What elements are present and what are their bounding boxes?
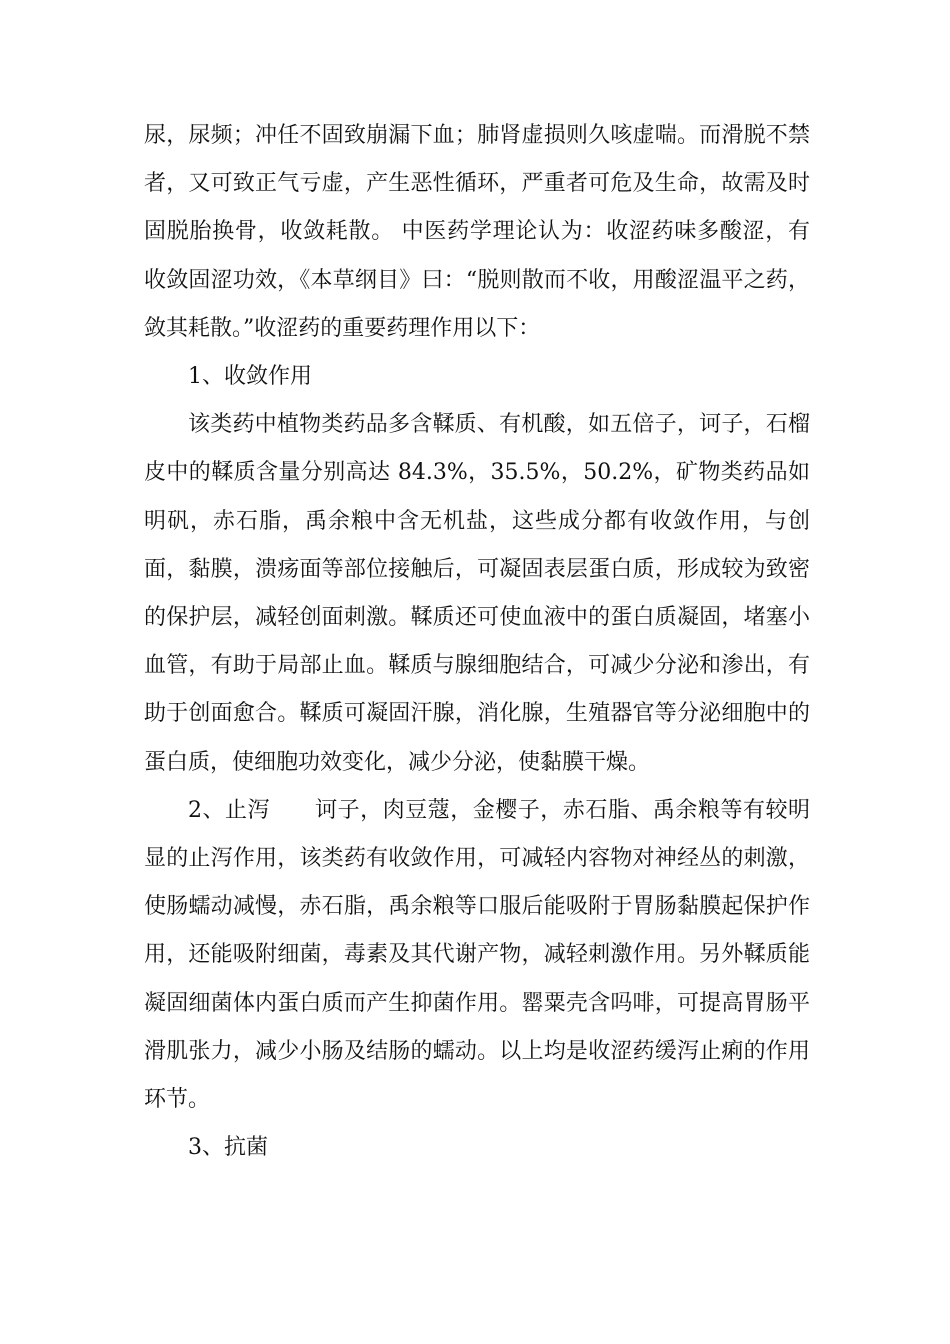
paragraph-antidiarrheal: 2、止泻 诃子，肉豆蔻，金樱子，赤石脂、禹余粮等有较明显的止泻作用，该类药有收敛作用，可减轻内容物对神经丛的刺激，使肠蠕动减慢，赤石脂，禹余粮等口服后能吸附于胃肠黏膜起保护作用，还能吸附细菌，毒素及其代谢产物，减轻刺激作用。另外鞣质能凝固细菌体内蛋白质而产生抑菌作用。罂粟壳含吗啡，可提高胃肠平滑肌张力，减少小肠及结肠的蠕动。以上均是收涩药缓泻止痢的作用环节。 bbox=[144, 797, 810, 1113]
section-heading-astringent: 1、收敛作用 bbox=[188, 364, 312, 390]
paragraph-astringent: 该类药中植物类药品多含鞣质、有机酸，如五倍子，诃子，石榴皮中的鞣质含量分别高达 84.3%，35.5%，50.2%，矿物类药品如明矾，赤石脂，禹余粮中含无机盐，这些成分都有收敛作用，与创面，黏膜，溃疡面等部位接触后，可凝固表层蛋白质，形成较为致密的保护层，减轻创面刺激。鞣质还可使血液中的蛋白质凝固，堵塞小血管，有助于局部止血。鞣质与腺细胞结合，可减少分泌和渗出，有助于创面愈合。鞣质可凝固汗腺，消化腺，生殖器官等分泌细胞中的蛋白质，使细胞功效变化，减少分泌，使黏膜干燥。 bbox=[144, 412, 810, 775]
section-heading-antibacterial: 3、抗菌 bbox=[188, 1135, 268, 1161]
body-text bbox=[144, 112, 810, 1172]
paragraph-continuation: 尿，尿频；冲任不固致崩漏下血；肺肾虚损则久咳虚喘。而滑脱不禁者，又可致正气亏虚，产生恶性循环，严重者可危及生命，故需及时固脱胎换骨，收敛耗散。 中医药学理论认为：收涩药味多酸涩，有收敛固涩功效，《本草纲目》曰：“脱则散而不收，用酸涩温平之药，敛其耗散。”收涩药的重要药理作用以下： bbox=[144, 123, 810, 341]
